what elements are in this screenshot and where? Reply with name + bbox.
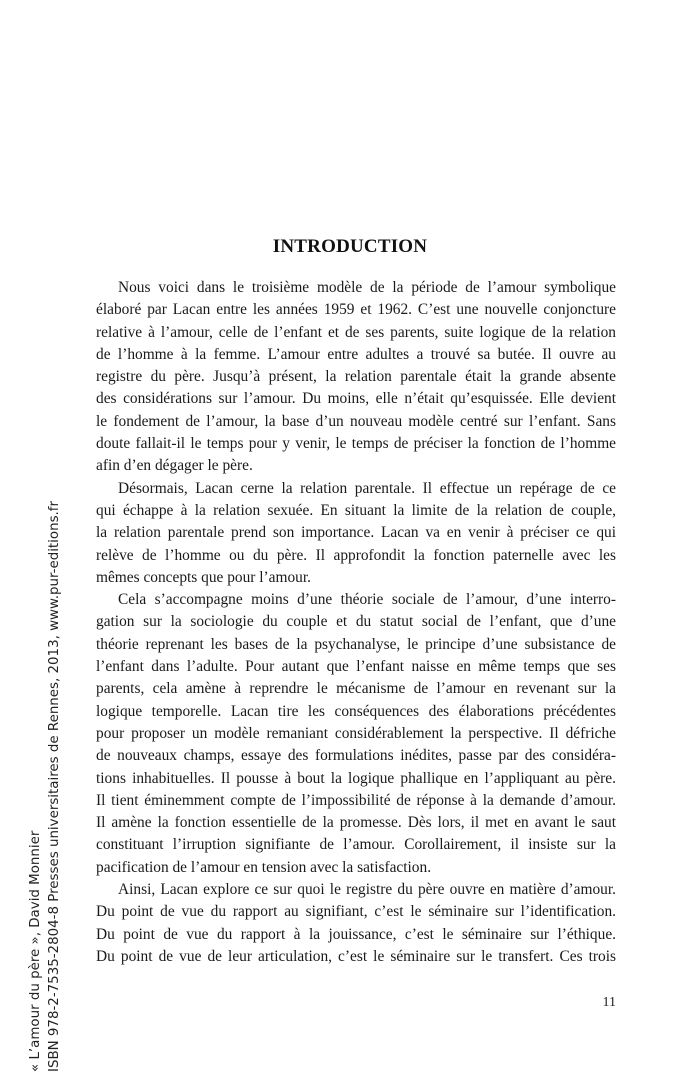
text-line: de l’homme à la femme. L’amour entre adultes a trouvé sa butée. Il ouvre au [96,345,616,363]
text-line: tions inhabituelles. Il pousse à bout la logique phallique en l’appliquant au père. [96,769,616,787]
text-line: Du point de vue du rapport au signifiant, c’est le séminaire sur l’identification. [96,903,616,921]
chapter-heading: INTRODUCTION [272,236,428,257]
paragraph [96,478,616,589]
text-line: Nous voici dans le troisième modèle de la période de l’amour symbolique [118,279,616,296]
text-line: le fondement de l’amour, la base d’un nouveau modèle centré sur l’enfant. Sans [96,412,616,430]
margin-citation-isbn: ISBN 978-2-7535-2804-8 Presses universitaires de Rennes, 2013, www.pur-editions.fr [47,500,62,1072]
text-line: gation sur la sociologie du couple et du statut social de l’enfant, que d’une [96,613,616,631]
text-line: pour proposer un modèle remaniant considérablement la perspective. Il défriche [96,724,616,742]
paragraph [96,589,616,879]
body-text [96,277,616,968]
text-line: théorie reprenant les bases de la psychanalyse, le principe d’une subsistance de [96,635,616,653]
text-line: Il tient éminemment compte de l’impossibilité de réponse à la demande d’amour. [96,791,616,809]
margin-citation-title: « L’amour du père », David Monnier [28,830,43,1072]
text-line: mêmes concepts que pour l’amour. [96,568,311,586]
text-line: élaboré par Lacan entre les années 1959 et 1962. C’est une nouvelle conjoncture [96,301,616,319]
text-line: l’enfant dans l’adulte. Pour autant que l’enfant naisse en même temps que ses [96,658,616,676]
paragraph [96,879,616,968]
text-line: Ainsi, Lacan explore ce sur quoi le registre du père ouvre en matière d’amour. [118,881,616,899]
text-line: registre du père. Jusqu’à présent, la relation parentale était la grande absente [96,368,616,386]
margin-citation [26,501,64,1072]
text-line: qui échappe à la relation sexuée. En situant la limite de la relation de couple, [96,501,616,519]
text-line: logique temporelle. Lacan tire les conséquences des élaborations précédentes [96,702,616,720]
paragraph [96,277,616,478]
text-line: Du point de vue du rapport à la jouissance, c’est le séminaire sur l’éthique. [96,925,616,943]
text-line: relève de l’homme ou du père. Il approfondit la fonction paternelle avec les [96,546,616,564]
text-line: Du point de vue de leur articulation, c’est le séminaire sur le transfert. Ces trois [96,947,616,965]
text-line: pacification de l’amour en tension avec la satisfaction. [96,858,432,876]
text-line: relative à l’amour, celle de l’enfant et de ses parents, suite logique de la relation [96,323,616,341]
text-line: doute fallait-il le temps pour y venir, le temps de préciser la fonction de l’homme [96,435,616,453]
text-line: de nouveaux champs, essaye des formulations inédites, passe par des considéra- [96,747,616,765]
text-line: des considérations sur l’amour. Du moins, elle n’était qu’esquissée. Elle devient [96,390,616,408]
text-line: Cela s’accompagne moins d’une théorie sociale de l’amour, d’une interro- [118,591,616,609]
text-line: constituant l’irruption signifiante de l’amour. Corollairement, il insiste sur la [96,836,616,854]
page-number: 11 [602,995,616,1010]
text-line: la relation parentale prend son importance. Lacan va en venir à préciser ce qui [96,524,616,542]
text-line: Il amène la fonction essentielle de la promesse. Dès lors, il met en avant le saut [96,814,616,832]
text-line: parents, cela amène à reprendre le mécanisme de l’amour en revenant sur la [96,680,616,698]
text-line: Désormais, Lacan cerne la relation parentale. Il effectue un repérage de ce [118,479,616,497]
text-line: afin d’en dégager le père. [96,457,253,475]
